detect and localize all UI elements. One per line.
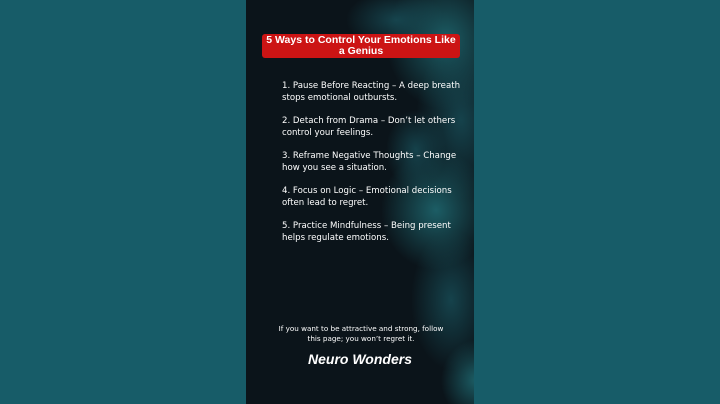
tip-item-3: 3. Reframe Negative Thoughts – Change how you see a situation. — [282, 151, 457, 173]
tip-item-4: 4. Focus on Logic – Emotional decisions often lead to regret. — [282, 186, 452, 208]
tip-item-1: 1. Pause Before Reacting – A deep breath stops emotional outbursts. — [282, 81, 461, 103]
post-title: 5 Ways to Control Your Emotions Like a Genius — [266, 34, 456, 57]
brand-name: Neuro Wonders — [308, 351, 412, 367]
right-background-panel — [474, 0, 720, 404]
tip-item-5: 5. Practice Mindfulness – Being present helps regulate emotions. — [282, 221, 451, 243]
tips-list — [282, 80, 462, 255]
tip-item-2: 2. Detach from Drama – Don’t let others control your feelings. — [282, 116, 456, 138]
left-background-panel — [0, 0, 246, 404]
footer-note: If you want to be attractive and strong, follow this page; you won’t regret it. — [278, 324, 444, 343]
short-video-frame[interactable] — [246, 0, 474, 404]
title-banner — [262, 34, 460, 58]
